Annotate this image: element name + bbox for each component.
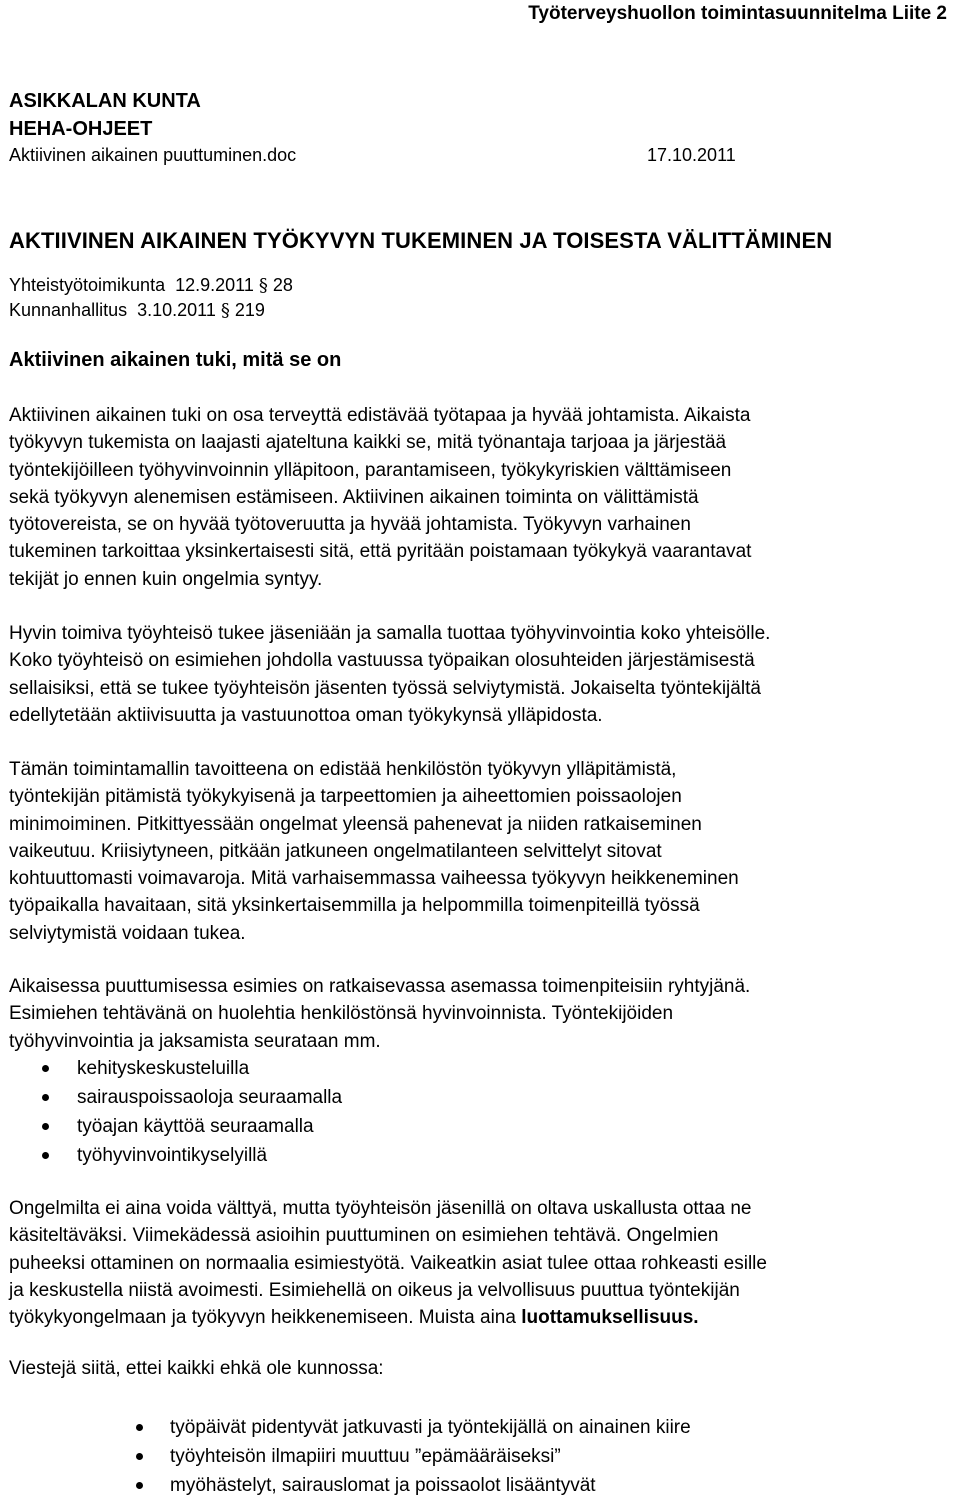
- list-item-text: kehityskeskusteluilla: [77, 1058, 250, 1079]
- paragraph-line: käsiteltäväksi. Viimekädessä asioihin puuttuminen on esimiehen tehtävä. Ongelmien: [9, 1225, 719, 1247]
- paragraph-line: tekijät jo ennen kuin ongelmia syntyy.: [9, 568, 323, 590]
- approval-date: 3.10.2011: [137, 300, 216, 320]
- approval-number: 219: [234, 300, 265, 320]
- organization-subtitle: HEHA-OHJEET: [9, 118, 153, 140]
- paragraph-line: työkyvyn tukemista on laajasti ajateltuna kaikki se, mitä työnantaja tarjoaa ja järjestää: [9, 432, 727, 454]
- approval-line-1: [9, 275, 293, 296]
- header-title: Työterveyshuollon toimintasuunnitelma Liite 2: [528, 3, 947, 24]
- document-date: 17.10.2011: [647, 145, 736, 165]
- approval-body: Yhteistyötoimikunta: [9, 275, 166, 295]
- list-item: [9, 1442, 691, 1471]
- paragraph-line: vaikeutuu. Kriisiytyneen, pitkään jatkuneen ongelmatilanteen selvittelyt sitovat: [9, 840, 662, 862]
- list-item: [9, 1083, 342, 1112]
- paragraph-line: Hyvin toimiva työyhteisö tukee jäseniään ja samalla tuottaa työhyvinvointia koko yhteisölle.: [9, 623, 771, 644]
- section-sign-icon: §: [258, 275, 268, 296]
- section-heading: Aktiivinen aikainen tuki, mitä se on: [9, 349, 342, 371]
- paragraph-line: edellytetään aktiivisuutta ja vastuunottoa oman työkykynsä ylläpidosta.: [9, 704, 603, 726]
- organization-name: ASIKKALAN KUNTA: [9, 90, 201, 112]
- list-item-text: sairauspoissaoloja seuraamalla: [77, 1087, 343, 1108]
- paragraph-line: työtovereista, se on hyvää työtoveruutta ja hyvää johtamista. Työkyvyn varhainen: [9, 514, 691, 536]
- paragraph-line: sekä työkyvyn alenemisen estämiseen. Aktiivinen aikainen toiminta on välittämistä: [9, 486, 699, 508]
- list-item: [9, 1141, 342, 1170]
- bullet-icon: [136, 1453, 143, 1460]
- monitoring-methods-list: [9, 1054, 342, 1170]
- approval-line-2: [9, 300, 265, 321]
- list-item: [9, 1112, 342, 1141]
- approval-date: 12.9.2011: [175, 275, 254, 295]
- paragraph-line: Koko työyhteisö on esimiehen johdolla vastuussa työpaikan olosuhteiden järjestämisestä: [9, 650, 755, 672]
- emphasis-text: luottamuksellisuus.: [521, 1307, 699, 1329]
- paragraph-5: [9, 1195, 954, 1331]
- paragraph-line: Ongelmilta ei aina voida välttyä, mutta työyhteisön jäsenillä on oltava uskallusta ottaa ne: [9, 1198, 752, 1219]
- paragraph-line: tukeminen tarkoittaa yksinkertaisesti sitä, että pyritään poistamaan työkykyä vaarantavat: [9, 541, 752, 563]
- paragraph-line: työntekijän pitämistä työkykyisenä ja tarpeettomien ja aiheettomien poissaolojen: [9, 786, 682, 808]
- section-sign-icon: §: [220, 300, 230, 321]
- paragraph-4: [9, 973, 954, 1055]
- paragraph-line: työhyvinvointia ja jaksamista seurataan mm.: [9, 1030, 381, 1052]
- list-item-text: työhyvinvointikyselyillä: [77, 1145, 268, 1166]
- paragraph-line: selviytymistä voidaan tukea.: [9, 922, 246, 944]
- approval-number: 28: [272, 275, 293, 295]
- bullet-icon: [42, 1123, 49, 1130]
- bullet-icon: [42, 1152, 49, 1159]
- bullet-icon: [136, 1424, 143, 1431]
- paragraph-3: [9, 756, 954, 947]
- bullet-icon: [42, 1065, 49, 1072]
- warning-signs-list: [9, 1413, 691, 1500]
- bullet-icon: [136, 1482, 143, 1489]
- paragraph-line: työpaikalla havaitaan, sitä yksinkertaisemmilla ja helpommilla toimenpiteillä työssä: [9, 895, 700, 917]
- document-filename: Aktiivinen aikainen puuttuminen.doc: [9, 145, 297, 165]
- paragraph-line: ja keskustella niistä avoimesti. Esimiehellä on oikeus ja velvollisuus puuttua työntekijän: [9, 1279, 740, 1301]
- list-item: [9, 1413, 691, 1442]
- paragraph-line: minimoiminen. Pitkittyessään ongelmat yleensä pahenevat ja niiden ratkaiseminen: [9, 813, 702, 835]
- list-item-text: myöhästelyt, sairauslomat ja poissaolot lisääntyvät: [170, 1475, 596, 1496]
- bullet-icon: [42, 1094, 49, 1101]
- paragraph-line: sellaisiksi, että se tukee työyhteisön jäsenten työssä selviytymistä. Jokaiselta työntekijältä: [9, 677, 761, 699]
- list-item-text: työpäivät pidentyvät jatkuvasti ja työntekijällä on ainainen kiire: [170, 1417, 691, 1438]
- document-title: AKTIIVINEN AIKAINEN TYÖKYVYN TUKEMINEN JA TOISESTA VÄLITTÄMINEN: [9, 228, 833, 253]
- list-item: [9, 1471, 691, 1500]
- paragraph-line: puheeksi ottaminen on normaalia esimiestyötä. Vaikeatkin asiat tulee ottaa rohkeasti esille: [9, 1252, 767, 1274]
- paragraph-text: työkykyongelmaan ja työkyvyn heikkenemiseen. Muista aina: [9, 1307, 522, 1329]
- list-item-text: työajan käyttöä seuraamalla: [77, 1116, 314, 1137]
- approval-body: Kunnanhallitus: [9, 300, 128, 320]
- signals-intro: Viestejä siitä, ettei kaikki ehkä ole kunnossa:: [9, 1358, 384, 1379]
- list-item: [9, 1054, 342, 1083]
- list-item-text: työyhteisön ilmapiiri muuttuu ”epämääräiseksi”: [170, 1446, 561, 1467]
- paragraph-2: [9, 620, 954, 729]
- paragraph-1: [9, 402, 954, 593]
- paragraph-line: [9, 1304, 954, 1331]
- paragraph-line: työntekijöilleen työhyvinvoinnin ylläpitoon, parantamiseen, työkykyriskien välttämiseen: [9, 459, 732, 481]
- paragraph-line: kohtuuttomasti voimavaroja. Mitä varhaisemmassa vaiheessa työkyvyn heikkeneminen: [9, 868, 739, 890]
- paragraph-line: Aktiivinen aikainen tuki on osa terveyttä edistävää työtapaa ja hyvää johtamista. Aikaista: [9, 405, 751, 426]
- paragraph-line: Tämän toimintamallin tavoitteena on edistää henkilöstön työkyvyn ylläpitämistä,: [9, 759, 677, 780]
- paragraph-line: Esimiehen tehtävänä on huolehtia henkilöstönsä hyvinvoinnista. Työntekijöiden: [9, 1003, 674, 1025]
- paragraph-line: Aikaisessa puuttumisessa esimies on ratkaisevassa asemassa toimenpiteisiin ryhtyjänä.: [9, 976, 751, 997]
